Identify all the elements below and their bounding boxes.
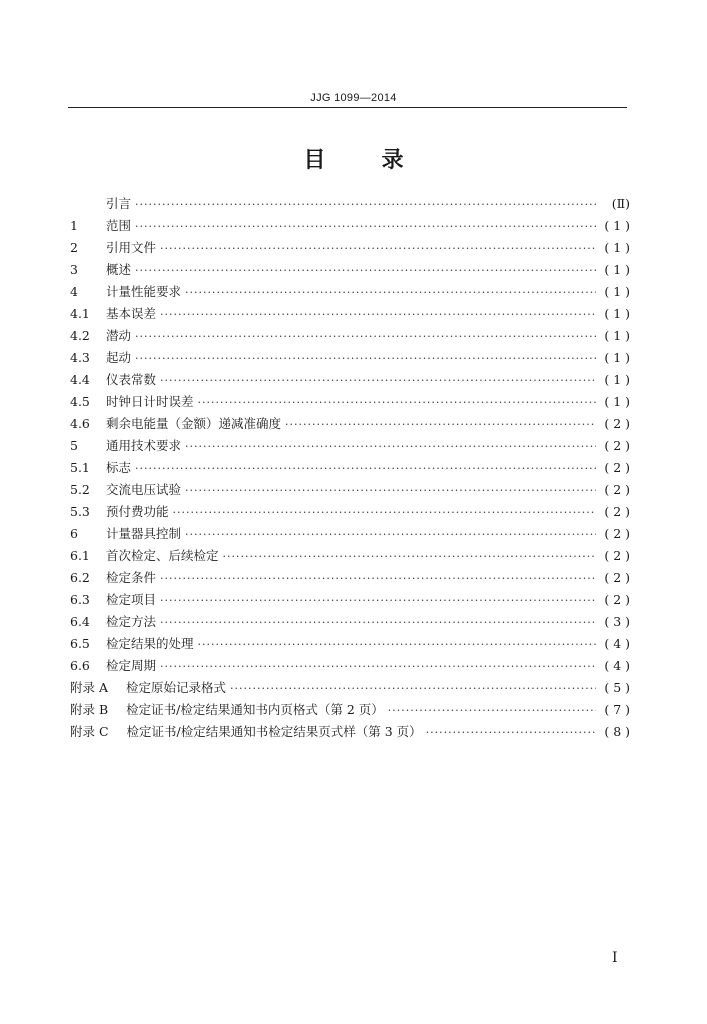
toc-leader-dots [160,238,596,260]
toc-entry[interactable] [70,523,630,545]
toc-number: 4.2 [70,328,90,343]
toc-leader-dots [426,722,596,744]
toc-entry[interactable] [70,215,630,237]
toc-entry[interactable] [70,325,630,347]
toc-label: 仪表常数 [106,372,157,387]
toc-entry-appendix[interactable] [70,721,630,743]
toc-entry[interactable] [70,303,630,325]
toc-leader-dots [185,436,596,458]
toc-label: 检定原始记录格式 [126,680,227,695]
toc-number: 6 [70,526,78,541]
toc-leader-dots [185,282,596,304]
toc-entry-appendix[interactable] [70,677,630,699]
toc-number: 4.5 [70,394,90,409]
toc-leader-dots [285,414,596,436]
toc-leader-dots [388,700,596,722]
toc-page: ( 2 ) [604,460,630,475]
toc-label: 计量器具控制 [106,526,182,541]
table-of-contents [70,193,630,743]
toc-appendix-number: 附录 C [70,724,109,739]
toc-number: 6.3 [70,592,90,607]
toc-leader-dots [230,678,596,700]
toc-page: ( 4 ) [604,658,630,673]
toc-entry[interactable] [70,413,630,435]
toc-label: 预付费功能 [106,504,169,519]
toc-number: 6.1 [70,548,90,563]
toc-number: 6.6 [70,658,90,673]
toc-entry[interactable] [70,633,630,655]
standard-code-header: JJG 1099—2014 [310,92,397,104]
toc-label: 计量性能要求 [106,284,182,299]
toc-page: ( 1 ) [604,262,630,277]
toc-number: 4.6 [70,416,90,431]
header-rule [68,107,627,108]
toc-appendix-number: 附录 A [70,680,109,695]
toc-page: ( 2 ) [604,438,630,453]
toc-label: 标志 [106,460,132,475]
toc-label: 检定证书/检定结果通知书内页格式（第 2 页） [126,702,384,717]
toc-leader-dots [185,480,596,502]
toc-label: 首次检定、后续检定 [106,548,219,563]
toc-entry[interactable] [70,457,630,479]
toc-leader-dots [185,524,596,546]
toc-page: ( 2 ) [604,416,630,431]
toc-leader-dots [135,194,596,216]
toc-page: ( 1 ) [604,218,630,233]
toc-page: ( 1 ) [604,240,630,255]
toc-leader-dots [160,304,596,326]
toc-page: ( 2 ) [604,570,630,585]
toc-page: ( 2 ) [604,482,630,497]
toc-number: 4.1 [70,306,90,321]
title-char-1: 目 [303,148,326,173]
toc-entry[interactable] [70,193,630,215]
toc-entry[interactable] [70,655,630,677]
toc-leader-dots [160,590,596,612]
toc-page: ( 2 ) [604,548,630,563]
toc-entry[interactable] [70,479,630,501]
toc-leader-dots [135,348,596,370]
toc-leader-dots [198,392,596,414]
toc-number: 5 [70,438,78,453]
toc-page: ( 1 ) [604,284,630,299]
toc-page: ( 1 ) [604,372,630,387]
toc-number: 1 [70,218,78,233]
toc-number: 6.5 [70,636,90,651]
toc-entry[interactable] [70,545,630,567]
toc-entry-appendix[interactable] [70,699,630,721]
page-number-footer: I [612,950,618,966]
toc-leader-dots [160,370,596,392]
toc-label: 时钟日计时误差 [106,394,194,409]
toc-label: 基本误差 [106,306,157,321]
toc-appendix-number: 附录 B [70,702,109,717]
toc-label: 范围 [106,218,132,233]
toc-entry[interactable] [70,611,630,633]
toc-entry[interactable] [70,567,630,589]
toc-leader-dots [160,656,596,678]
toc-label: 检定证书/检定结果通知书检定结果页式样（第 3 页） [126,724,422,739]
toc-page: ( 3 ) [604,614,630,629]
toc-label: 引言 [106,196,132,211]
toc-label: 检定周期 [106,658,157,673]
toc-number: 5.3 [70,504,90,519]
toc-page: ( 2 ) [604,526,630,541]
toc-leader-dots [160,568,596,590]
toc-entry[interactable] [70,347,630,369]
title-char-2: 录 [381,148,404,173]
toc-number: 5.2 [70,482,90,497]
toc-label: 检定结果的处理 [106,636,194,651]
toc-label: 通用技术要求 [106,438,182,453]
toc-label: 概述 [106,262,132,277]
toc-entry[interactable] [70,259,630,281]
toc-leader-dots [173,502,596,524]
toc-leader-dots [223,546,596,568]
toc-page: ( 2 ) [604,504,630,519]
toc-page: ( 1 ) [604,394,630,409]
toc-entry[interactable] [70,501,630,523]
toc-entry[interactable] [70,589,630,611]
toc-label: 引用文件 [106,240,157,255]
toc-number: 4.3 [70,350,90,365]
toc-leader-dots [135,458,596,480]
toc-label: 起动 [106,350,132,365]
toc-number: 4 [70,284,78,299]
toc-label: 交流电压试验 [106,482,182,497]
toc-page: ( 1 ) [604,306,630,321]
toc-leader-dots [135,326,596,348]
toc-entry[interactable] [70,369,630,391]
toc-leader-dots [135,216,596,238]
page-title [0,143,707,174]
toc-leader-dots [198,634,596,656]
toc-page: ( 5 ) [604,680,630,695]
toc-page: ( 1 ) [604,328,630,343]
toc-number: 6.4 [70,614,90,629]
toc-entry[interactable] [70,435,630,457]
toc-page: ( 4 ) [604,636,630,651]
toc-number: 6.2 [70,570,90,585]
toc-number: 5.1 [70,460,90,475]
toc-entry[interactable] [70,237,630,259]
toc-page: (Ⅱ) [611,196,630,211]
toc-number: 4.4 [70,372,90,387]
toc-entry[interactable] [70,281,630,303]
toc-page: ( 8 ) [604,724,630,739]
toc-entry[interactable] [70,391,630,413]
toc-label: 检定方法 [106,614,157,629]
toc-number: 2 [70,240,78,255]
toc-page: ( 1 ) [604,350,630,365]
toc-label: 检定项目 [106,592,157,607]
toc-label: 潜动 [106,328,132,343]
toc-number: 3 [70,262,78,277]
toc-page: ( 2 ) [604,592,630,607]
toc-label: 剩余电能量（金额）递减准确度 [106,416,282,431]
toc-label: 检定条件 [106,570,157,585]
toc-leader-dots [135,260,596,282]
toc-page: ( 7 ) [604,702,630,717]
toc-leader-dots [160,612,596,634]
